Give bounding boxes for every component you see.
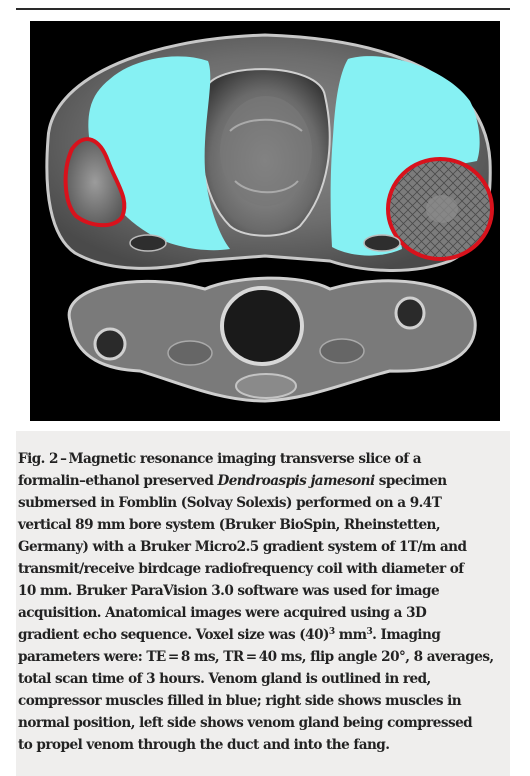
superscript: 3	[366, 627, 373, 637]
species-name: Dendroaspis jamesoni	[217, 473, 375, 489]
caption-line	[18, 558, 506, 580]
right-mandible	[364, 235, 400, 251]
caption-text: normal position, left side shows venom gland being compressed	[18, 715, 473, 731]
caption-text: parameters were: TE = 8 ms, TR = 40 ms, flip angle 20°, 8 averages,	[18, 649, 494, 665]
caption-text: Fig. 2 – Magnetic resonance imaging transverse slice of a	[18, 451, 422, 467]
mri-figure	[30, 21, 500, 421]
caption-text: . Imaging	[372, 627, 441, 643]
superscript: 3	[328, 627, 335, 637]
top-rule	[16, 8, 510, 10]
caption-line	[18, 536, 506, 558]
caption-text: total scan time of 3 hours. Venom gland is outlined in red,	[18, 671, 431, 687]
caption-line	[18, 624, 506, 646]
caption-text: vertical 89 mm bore system (Bruker BioSpin, Rheinstetten,	[18, 517, 441, 533]
caption-line	[18, 580, 506, 602]
caption-line	[18, 448, 506, 470]
caption-line	[18, 514, 506, 536]
caption-text: transmit/receive birdcage radiofrequency coil with diameter of	[18, 561, 464, 577]
caption-text: submersed in Fomblin (Solvay Solexis) performed on a 9.4T	[18, 495, 442, 511]
brain-inner	[220, 96, 312, 206]
caption-text: specimen	[374, 473, 447, 489]
caption-text: mm	[334, 627, 367, 643]
caption-text: formalin–ethanol preserved	[18, 473, 218, 489]
left-lower-bone	[95, 329, 125, 359]
caption-line	[18, 646, 506, 668]
caption-line	[18, 690, 506, 712]
trachea	[222, 288, 302, 364]
caption-text: 10 mm. Bruker ParaVision 3.0 software was used for image	[18, 583, 440, 599]
caption-text: acquisition. Anatomical images were acquired using a 3D	[18, 605, 427, 621]
left-mandible	[130, 235, 166, 251]
caption-text: compressor muscles filled in blue; right side shows muscles in	[18, 693, 462, 709]
caption-line	[18, 602, 506, 624]
caption-line	[18, 668, 506, 690]
figure-caption	[18, 448, 506, 756]
caption-text: gradient echo sequence. Voxel size was (40)	[18, 627, 329, 643]
caption-line	[18, 734, 506, 756]
caption-text: Germany) with a Bruker Micro2.5 gradient system of 1T/m and	[18, 539, 467, 555]
caption-text: to propel venom through the duct and into the fang.	[18, 737, 390, 753]
caption-line	[18, 492, 506, 514]
tongue-sheath	[236, 374, 296, 398]
caption-line	[18, 470, 506, 492]
caption-line	[18, 712, 506, 734]
right-lower-bone	[396, 298, 424, 328]
